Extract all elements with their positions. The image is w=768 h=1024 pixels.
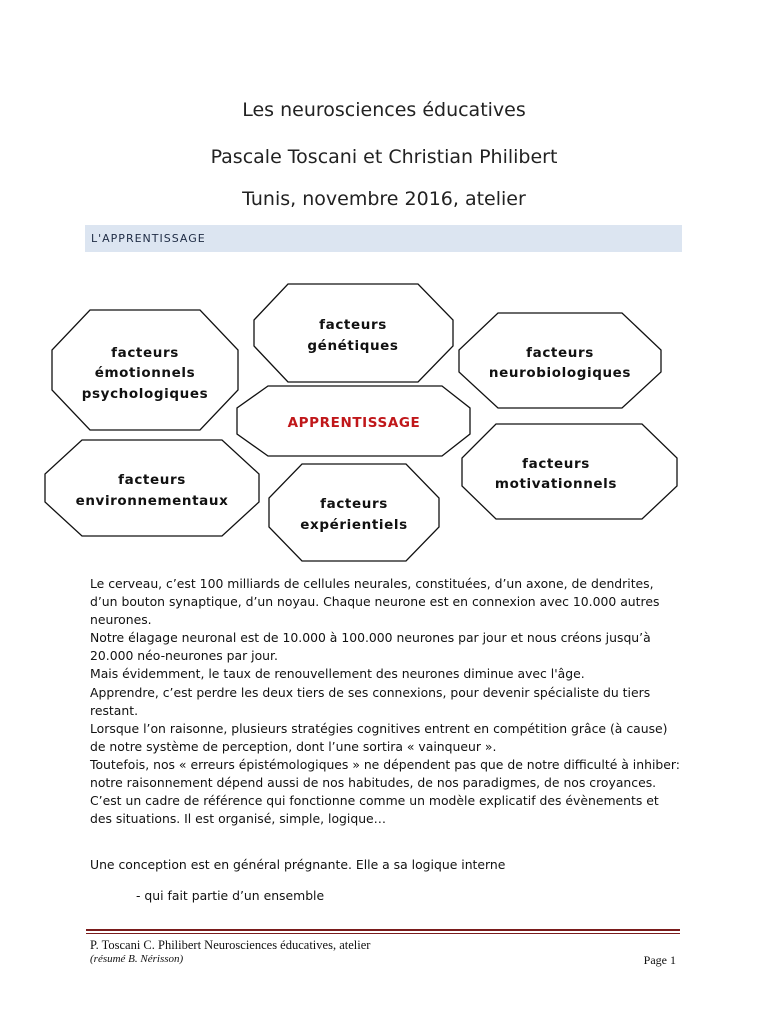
document-place-date: Tunis, novembre 2016, atelier (242, 188, 526, 210)
factor-label: facteurs (118, 472, 186, 488)
factor-label: facteurs (111, 345, 179, 361)
factor-label: expérientiels (300, 517, 408, 533)
factor-neurobiologiques (459, 313, 661, 408)
factor-environnementaux (45, 440, 259, 536)
center-apprentissage (237, 386, 470, 456)
footer-divider-thin (86, 933, 680, 934)
center-label: APPRENTISSAGE (287, 415, 421, 431)
paragraph: Lorsque l’on raisonne, plusieurs stratégies cognitives entrent en compétition grâce (à cause) de notre système de perception, dont l’une sortira « vainqueur ». (90, 720, 668, 754)
factor-label: facteurs (526, 345, 594, 361)
document-title: Les neurosciences éducatives (242, 99, 526, 121)
paragraph: Notre élagage neuronal est de 10.000 à 100.000 neurones par jour et nous créons jusqu’à 20.000 néo-neurones par jour. (90, 630, 651, 664)
document-authors: Pascale Toscani et Christian Philibert (210, 146, 558, 168)
section-heading: L'APPRENTISSAGE (91, 232, 206, 245)
factor-label: émotionnels (94, 365, 196, 381)
factor-experientiels (269, 464, 439, 561)
factor-genetiques (254, 284, 453, 382)
factor-emotionnels-psychologiques (52, 310, 238, 430)
factor-label: environnementaux (75, 493, 229, 509)
footer-citation: P. Toscani C. Philibert Neurosciences éducatives, atelier (90, 938, 371, 952)
factor-label: facteurs (320, 496, 388, 512)
body-text (90, 575, 680, 828)
factor-label: neurobiologiques (488, 365, 632, 381)
factor-label: facteurs (522, 456, 590, 472)
conception-paragraph: Une conception est en général prégnante. Elle a sa logique interne (90, 857, 506, 872)
footer-divider (86, 929, 680, 931)
factor-motivationnels (462, 424, 677, 519)
paragraph: Le cerveau, c’est 100 milliards de cellules neurales, constituées, d’un axone, de dendrites, d’un bouton synaptique, d’un noyau. Chaque neurone est en connexion avec 10.000 autres neurones. (90, 576, 660, 628)
factor-label: génétiques (307, 338, 399, 354)
paragraph: Apprendre, c’est perdre les deux tiers de ses connexions, pour devenir spécialiste du tiers restant. (90, 684, 651, 718)
paragraph: C’est un cadre de référence qui fonctionne comme un modèle explicatif des évènements et des situations. Il est organisé, simple, logique… (90, 793, 659, 827)
paragraph: Toutefois, nos « erreurs épistémologiques » ne dépendent pas que de notre difficulté à inhiber: notre raisonnement dépend aussi de nos habitudes, de nos paradigmes, de nos croyances. (90, 756, 680, 791)
page-number: Page 1 (643, 953, 676, 967)
factor-label: motivationnels (494, 476, 618, 492)
footer-summary-credit: (résumé B. Nérisson) (90, 953, 184, 965)
factor-label: facteurs (319, 317, 387, 333)
factor-label: psychologiques (81, 386, 209, 402)
list-item: - qui fait partie d’un ensemble (136, 888, 325, 903)
paragraph: Mais évidemment, le taux de renouvellement des neurones diminue avec l'âge. (90, 666, 585, 682)
